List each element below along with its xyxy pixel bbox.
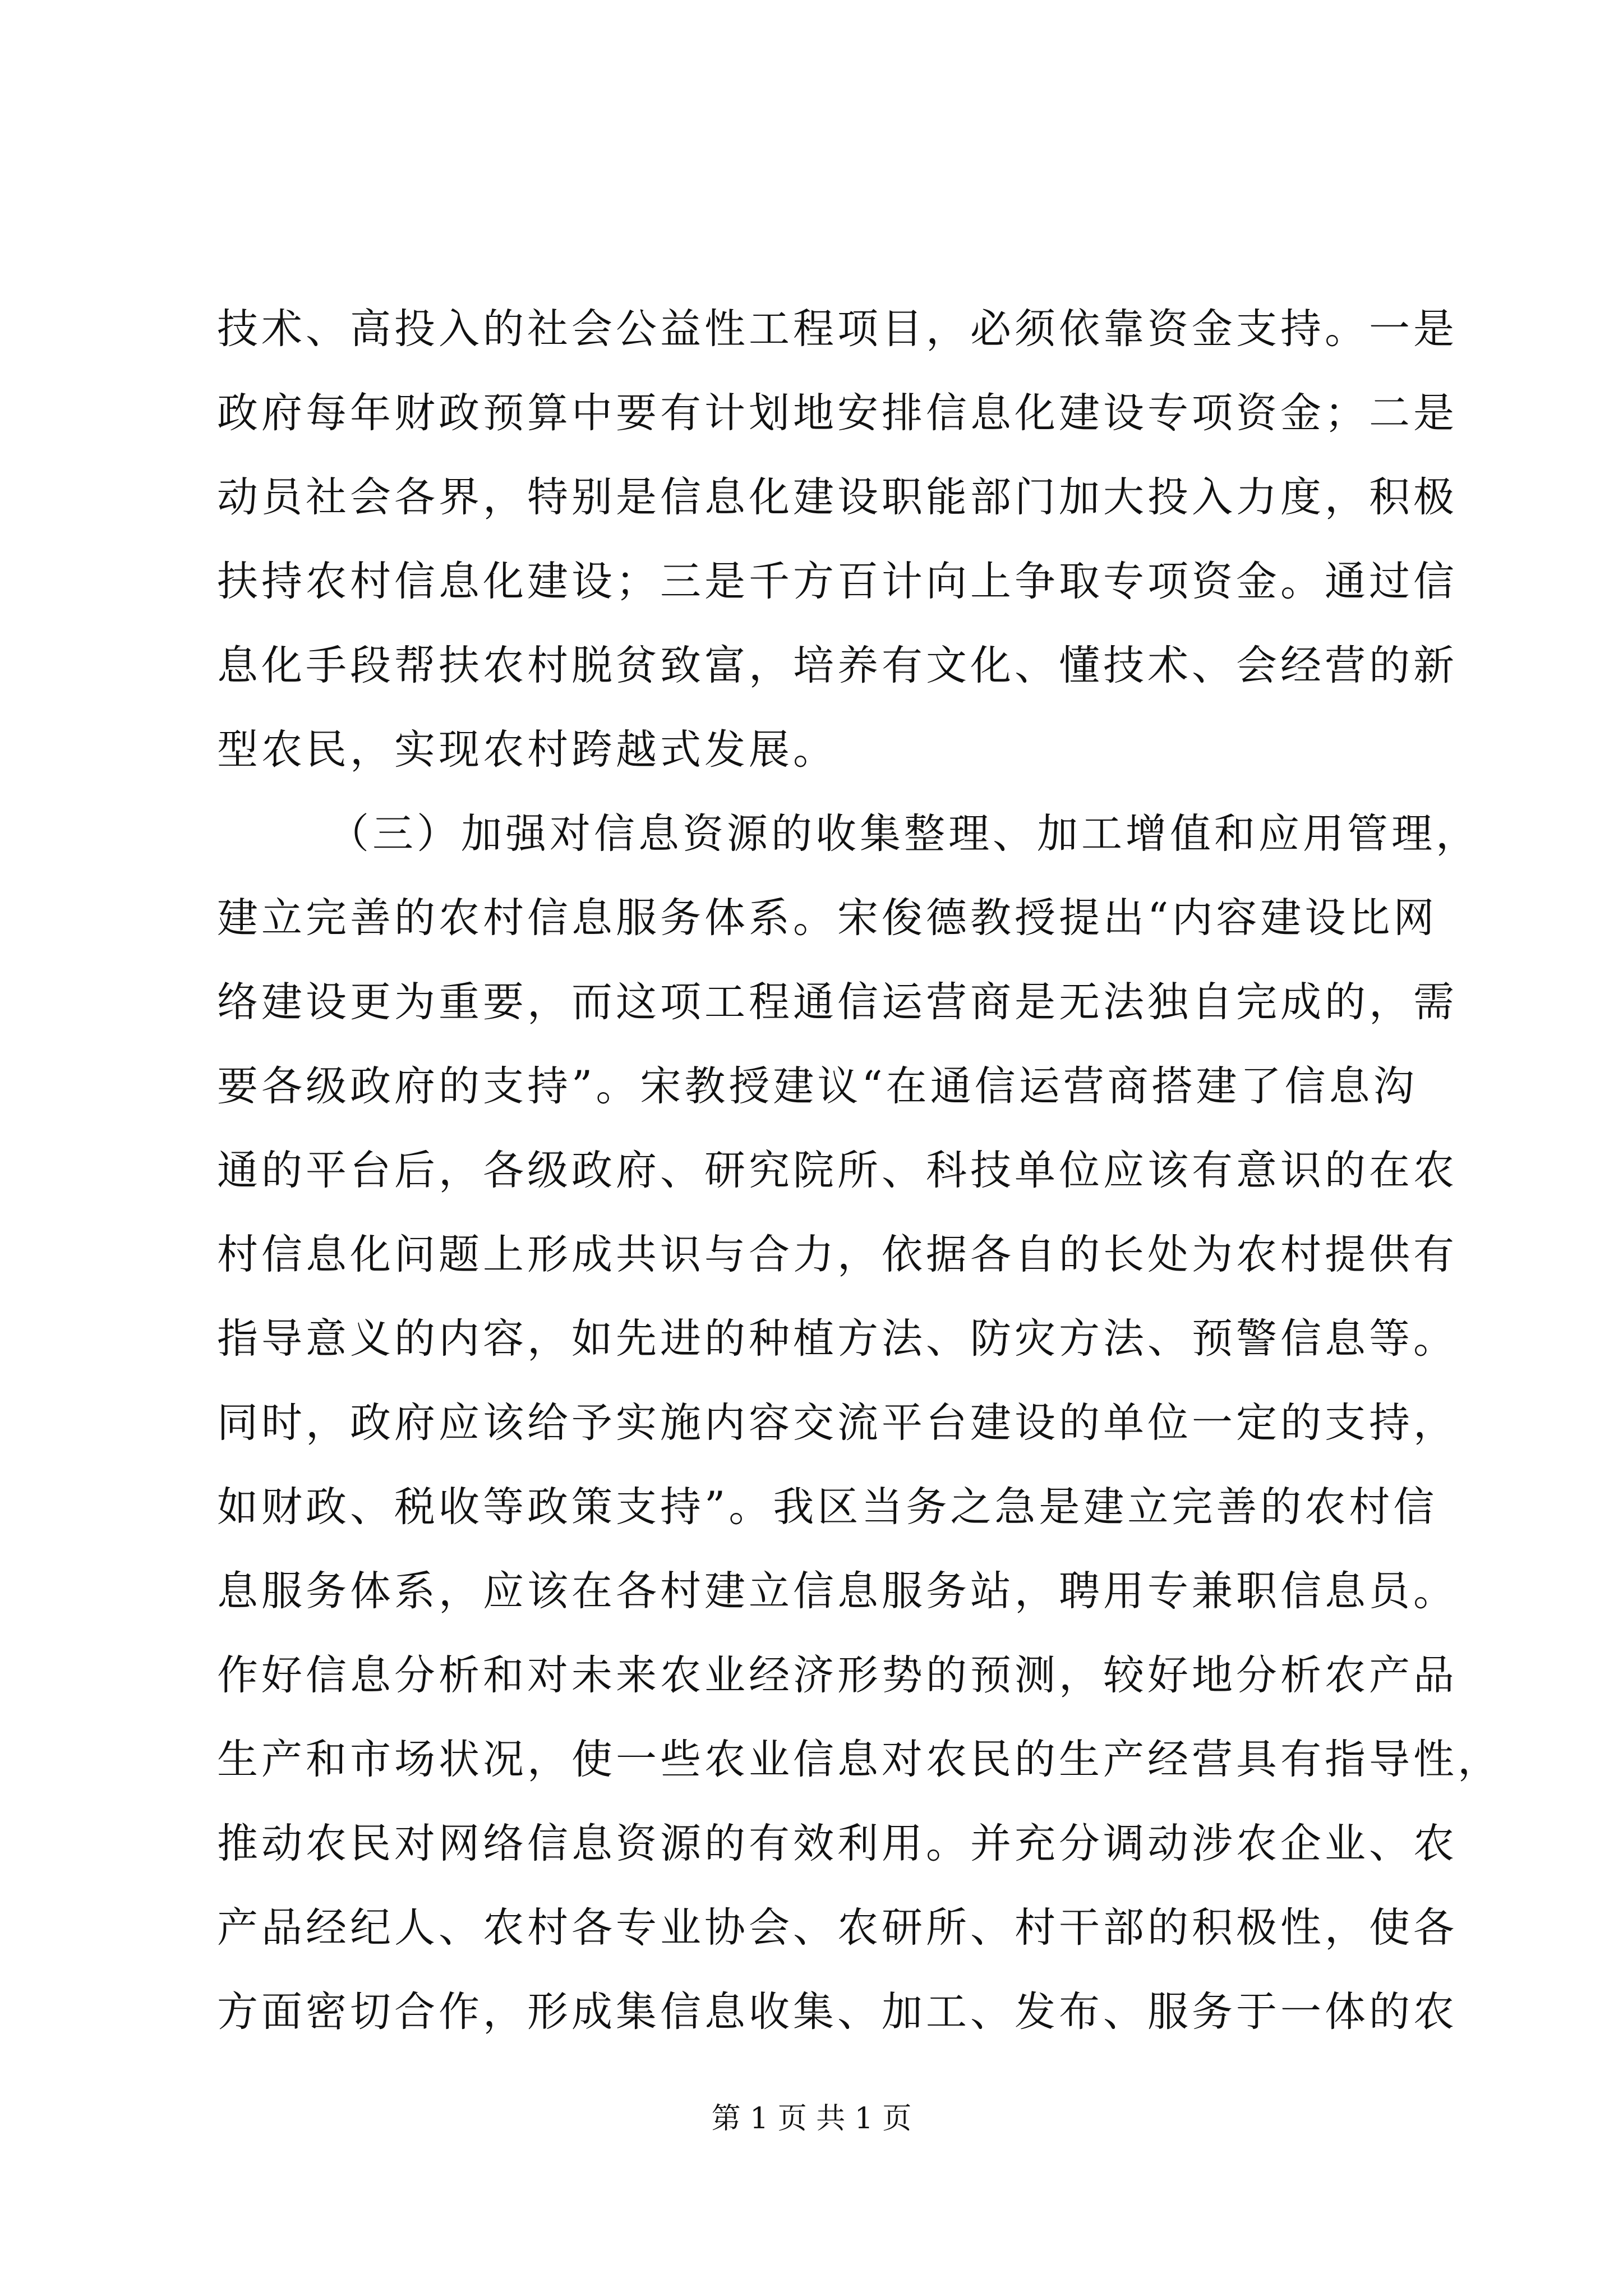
text-line: 动员社会各界，特别是信息化建设职能部门加大投入力度，积极 bbox=[217, 473, 1458, 521]
page-number-label: 第 1 页 共 1 页 bbox=[711, 2102, 912, 2136]
text-line: 型农民，实现农村跨越式发展。 bbox=[217, 726, 837, 774]
text-line: 指导意义的内容，如先进的种植方法、防灾方法、预警信息等。 bbox=[217, 1315, 1458, 1363]
section-heading-line: （三）加强对信息资源的收集整理、加工增值和应用管理， bbox=[328, 810, 1480, 858]
page-footer bbox=[0, 2099, 1623, 2138]
text-line: 方面密切合作，形成集信息收集、加工、发布、服务于一体的农 bbox=[217, 1988, 1458, 2036]
text-line: 扶持农村信息化建设；三是千方百计向上争取专项资金。通过信 bbox=[217, 558, 1458, 605]
text-line: 产品经纪人、农村各专业协会、农研所、村干部的积极性，使各 bbox=[217, 1904, 1458, 1952]
text-line: 息化手段帮扶农村脱贫致富，培养有文化、懂技术、会经营的新 bbox=[217, 642, 1458, 689]
text-line: 通的平台后，各级政府、研究院所、科技单位应该有意识的在农 bbox=[217, 1147, 1458, 1194]
text-line: 络建设更为重要，而这项工程通信运营商是无法独自完成的，需 bbox=[217, 978, 1458, 1026]
text-line: 技术、高投入的社会公益性工程项目，必须依靠资金支持。一是 bbox=[217, 305, 1458, 353]
text-line: 息服务体系，应该在各村建立信息服务站，聘用专兼职信息员。 bbox=[217, 1567, 1458, 1615]
text-line: 推动农民对网络信息资源的有效利用。并充分调动涉农企业、农 bbox=[217, 1820, 1458, 1867]
text-line: 生产和市场状况，使一些农业信息对农民的生产经营具有指导性， bbox=[217, 1736, 1502, 1783]
text-line: 同时，政府应该给予实施内容交流平台建设的单位一定的支持， bbox=[217, 1399, 1458, 1447]
text-line: 如财政、税收等政策支持”。我区当务之急是建立完善的农村信 bbox=[217, 1483, 1438, 1531]
text-line: 建立完善的农村信息服务体系。宋俊德教授提出“内容建设比网 bbox=[217, 894, 1438, 942]
text-line: 村信息化问题上形成共识与合力，依据各自的长处为农村提供有 bbox=[217, 1231, 1458, 1278]
text-line: 政府每年财政预算中要有计划地安排信息化建设专项资金；二是 bbox=[217, 389, 1458, 437]
body-text bbox=[217, 287, 1502, 2054]
text-line: 要各级政府的支持”。宋教授建议“在通信运营商搭建了信息沟 bbox=[217, 1062, 1418, 1110]
text-line: 作好信息分析和对未来农业经济形势的预测，较好地分析农产品 bbox=[217, 1651, 1458, 1699]
